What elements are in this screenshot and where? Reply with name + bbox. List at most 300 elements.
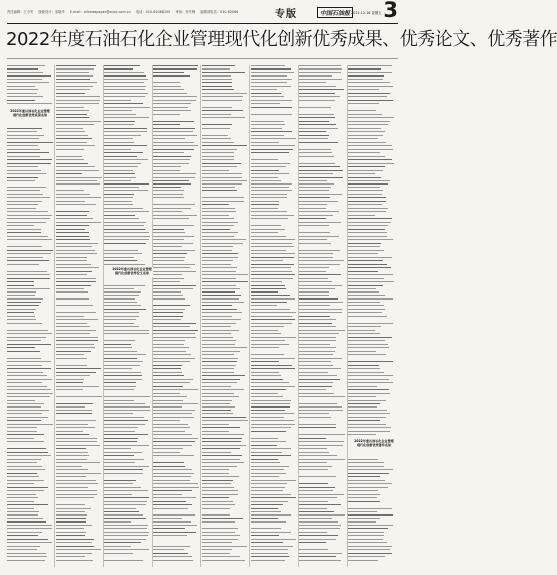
- text-line: [299, 267, 329, 268]
- text-line: [104, 323, 134, 324]
- text-line: [251, 305, 278, 306]
- text-line: [56, 365, 87, 366]
- text-line: [299, 483, 328, 484]
- text-line: [299, 326, 336, 327]
- text-line: [56, 295, 91, 296]
- text-line: [348, 504, 378, 505]
- text-line: [7, 128, 42, 129]
- text-line: [56, 211, 89, 212]
- text-line: [7, 546, 40, 547]
- text-line: [251, 542, 283, 543]
- text-line: [104, 333, 149, 334]
- text-line: [7, 82, 49, 83]
- text-line: [348, 156, 385, 157]
- text-line: [104, 316, 139, 317]
- text-line: [153, 208, 191, 209]
- text-line: [251, 312, 297, 313]
- text-line: [7, 271, 47, 272]
- text-line: [251, 229, 286, 230]
- text-line: [104, 480, 136, 481]
- text-line: [153, 260, 183, 261]
- text-line: [56, 403, 94, 404]
- text-line: [104, 295, 139, 296]
- text-line: [153, 330, 198, 331]
- text-line: [299, 382, 333, 383]
- text-line: [202, 121, 245, 122]
- text-line: [251, 159, 279, 160]
- text-line: [7, 504, 48, 505]
- text-line: [7, 194, 43, 195]
- text-line: [153, 525, 197, 526]
- text-line: [299, 351, 335, 352]
- text-line: [56, 183, 100, 184]
- text-line: [299, 406, 342, 407]
- text-line: [299, 211, 339, 212]
- text-line: [153, 229, 184, 230]
- text-line: [202, 521, 235, 522]
- text-line: [7, 511, 39, 512]
- text-line: [299, 128, 338, 129]
- text-line: [348, 246, 380, 247]
- text-line: [299, 438, 326, 439]
- issue-date: 2022.12.16 星期五: [351, 11, 382, 15]
- text-line: [299, 305, 330, 306]
- text-line: [348, 469, 393, 470]
- text-line: [153, 480, 190, 481]
- text-line: [348, 110, 376, 111]
- text-line: [202, 528, 238, 529]
- text-line: [348, 330, 375, 331]
- text-line: [348, 281, 394, 282]
- text-line: [104, 117, 148, 118]
- text-line: [202, 72, 246, 73]
- text-line: [153, 389, 198, 390]
- text-line: [348, 361, 393, 362]
- text-line: [202, 218, 235, 219]
- text-line: [202, 243, 243, 244]
- text-line: [56, 225, 89, 226]
- text-line: [153, 152, 184, 153]
- text-line: [251, 344, 290, 345]
- text-line: [251, 72, 294, 73]
- text-line: [251, 406, 290, 407]
- text-line: [251, 260, 283, 261]
- text-line: [153, 462, 184, 463]
- text-line: [7, 267, 37, 268]
- text-line: [299, 236, 339, 237]
- text-line: [104, 204, 133, 205]
- text-line: [299, 225, 328, 226]
- masthead: [7, 0, 398, 24]
- text-line: [251, 89, 278, 90]
- text-line: [56, 79, 90, 80]
- text-line: [104, 236, 149, 237]
- column-divider: [347, 65, 348, 567]
- subhead-papers: 2022年度石油石化企业管理现代化创新优秀论文名单: [112, 267, 152, 275]
- text-line: [104, 445, 148, 446]
- text-line: [104, 448, 131, 449]
- text-line: [299, 487, 335, 488]
- text-line: [251, 190, 292, 191]
- text-line: [153, 427, 190, 428]
- text-line: [56, 546, 94, 547]
- text-line: [56, 72, 89, 73]
- text-line: [56, 96, 101, 97]
- text-line: [56, 560, 93, 561]
- text-line: [56, 466, 83, 467]
- text-line: [7, 65, 45, 66]
- text-line: [251, 201, 279, 202]
- text-line: [251, 267, 292, 268]
- text-line: [299, 532, 327, 533]
- text-line: [7, 302, 41, 303]
- text-line: [153, 271, 196, 272]
- text-line: [348, 539, 383, 540]
- text-line: [348, 75, 384, 76]
- text-line: [202, 222, 238, 223]
- text-line: [104, 278, 150, 279]
- text-line: [153, 194, 183, 195]
- text-line: [348, 215, 376, 216]
- text-line: [348, 351, 376, 352]
- text-line: [299, 152, 332, 153]
- text-line: [56, 65, 96, 66]
- text-line: [104, 358, 137, 359]
- text-line: [153, 187, 181, 188]
- text-line: [202, 351, 240, 352]
- text-line: [104, 128, 147, 129]
- text-line: [153, 483, 198, 484]
- text-line: [7, 131, 37, 132]
- text-line: [104, 375, 141, 376]
- text-line: [348, 208, 388, 209]
- text-line: [251, 298, 296, 299]
- text-line: [202, 79, 232, 80]
- text-line: [56, 462, 101, 463]
- text-line: [348, 521, 376, 522]
- text-line: [348, 542, 387, 543]
- text-line: [7, 257, 43, 258]
- text-line: [7, 250, 53, 251]
- text-line: [56, 166, 96, 167]
- text-line: [251, 546, 293, 547]
- text-line: [104, 260, 136, 261]
- text-line: [202, 229, 230, 230]
- text-line: [56, 201, 85, 202]
- text-line: [348, 403, 380, 404]
- text-line: [56, 124, 95, 125]
- text-line: [251, 379, 283, 380]
- text-line: [7, 532, 42, 533]
- text-line: [348, 379, 389, 380]
- text-line: [251, 79, 292, 80]
- text-line: [251, 232, 278, 233]
- text-line: [104, 312, 138, 313]
- text-line: [251, 177, 278, 178]
- text-line: [7, 556, 47, 557]
- text-line: [104, 368, 132, 369]
- text-line: [251, 250, 286, 251]
- text-line: [104, 417, 144, 418]
- text-line: [348, 204, 382, 205]
- text-line: [202, 100, 242, 101]
- text-line: [104, 490, 148, 491]
- text-line: [104, 152, 143, 153]
- text-line: [348, 100, 393, 101]
- text-line: [153, 204, 195, 205]
- text-line: [7, 190, 40, 191]
- text-line: [7, 183, 42, 184]
- text-line: [251, 131, 293, 132]
- text-line: [7, 406, 41, 407]
- text-line: [251, 82, 288, 83]
- text-line: [251, 156, 288, 157]
- text-line: [153, 452, 180, 453]
- text-line: [348, 305, 384, 306]
- text-line: [299, 365, 333, 366]
- text-line: [348, 354, 386, 355]
- text-line: [348, 271, 378, 272]
- text-line: [299, 298, 338, 299]
- text-line: [251, 410, 286, 411]
- text-line: [348, 514, 393, 515]
- text-line: [202, 187, 235, 188]
- text-line: [202, 302, 244, 303]
- text-line: [348, 476, 380, 477]
- text-line: [7, 466, 42, 467]
- text-line: [251, 121, 284, 122]
- text-line: [299, 260, 343, 261]
- text-line: [153, 145, 198, 146]
- text-line: [56, 177, 102, 178]
- text-line: [299, 302, 343, 303]
- text-line: [348, 163, 394, 164]
- text-line: [299, 459, 345, 460]
- text-line: [104, 393, 135, 394]
- text-line: [299, 291, 329, 292]
- text-line: [348, 128, 381, 129]
- text-line: [104, 452, 141, 453]
- text-line: [202, 180, 247, 181]
- text-line: [7, 393, 53, 394]
- text-line: [104, 413, 133, 414]
- text-line: [7, 138, 39, 139]
- text-line: [348, 556, 385, 557]
- text-line: [153, 494, 182, 495]
- text-line: [348, 490, 378, 491]
- text-line: [251, 180, 282, 181]
- text-line: [299, 86, 336, 87]
- text-line: [348, 400, 386, 401]
- text-line: [104, 309, 146, 310]
- text-line: [202, 340, 236, 341]
- text-line: [348, 393, 390, 394]
- text-line: [7, 239, 52, 240]
- text-line: [153, 288, 193, 289]
- text-line: [7, 145, 38, 146]
- text-line: [348, 406, 377, 407]
- text-line: [7, 340, 41, 341]
- list-columns: [7, 58, 398, 567]
- text-line: [7, 480, 44, 481]
- text-line: [7, 180, 35, 181]
- text-line: [104, 229, 145, 230]
- text-line: [251, 194, 287, 195]
- text-line: [7, 149, 40, 150]
- text-line: [7, 459, 41, 460]
- text-line: [104, 466, 149, 467]
- text-line: [104, 291, 140, 292]
- text-line: [153, 173, 195, 174]
- text-line: [56, 528, 85, 529]
- text-line: [104, 75, 146, 76]
- text-line: [348, 180, 391, 181]
- text-line: [202, 96, 243, 97]
- text-line: [348, 295, 385, 296]
- text-line: [202, 556, 240, 557]
- text-line: [202, 497, 229, 498]
- text-line: [251, 163, 291, 164]
- text-line: [56, 473, 102, 474]
- text-line: [104, 361, 143, 362]
- text-line: [202, 89, 234, 90]
- text-line: [299, 170, 343, 171]
- text-line: [202, 250, 232, 251]
- text-line: [202, 508, 230, 509]
- text-line: [104, 518, 145, 519]
- text-line: [56, 190, 84, 191]
- text-line: [7, 396, 50, 397]
- text-line: [56, 257, 88, 258]
- text-line: [251, 452, 282, 453]
- text-line: [56, 389, 83, 390]
- text-line: [251, 539, 296, 540]
- text-line: [348, 316, 387, 317]
- text-line: [104, 497, 148, 498]
- text-line: [153, 222, 196, 223]
- text-line: [153, 521, 191, 522]
- text-line: [348, 194, 382, 195]
- text-line: [56, 170, 100, 171]
- text-line: [202, 431, 229, 432]
- text-line: [7, 431, 37, 432]
- text-line: [202, 504, 235, 505]
- text-line: [251, 288, 286, 289]
- text-line: [251, 427, 291, 428]
- text-line: [299, 166, 340, 167]
- text-line: [299, 107, 331, 108]
- text-line: [251, 556, 289, 557]
- text-line: [104, 396, 149, 397]
- text-line: [56, 427, 96, 428]
- text-line: [56, 274, 87, 275]
- text-line: [251, 487, 286, 488]
- text-line: [202, 170, 229, 171]
- text-line: [202, 462, 244, 463]
- column-divider: [103, 65, 104, 567]
- text-line: [104, 403, 145, 404]
- text-line: [104, 177, 136, 178]
- text-line: [251, 375, 281, 376]
- text-line: [7, 163, 51, 164]
- text-line: [104, 131, 146, 132]
- text-line: [153, 413, 192, 414]
- text-line: [251, 197, 287, 198]
- text-line: [202, 239, 246, 240]
- text-line: [104, 330, 149, 331]
- text-line: [202, 75, 232, 76]
- text-line: [251, 535, 280, 536]
- text-line: [153, 445, 192, 446]
- text-line: [348, 121, 390, 122]
- text-line: [7, 389, 51, 390]
- text-line: [7, 413, 42, 414]
- text-line: [56, 291, 88, 292]
- text-line: [251, 211, 288, 212]
- text-line: [299, 368, 341, 369]
- page-headline: 2022年度石油石化企业管理现代化创新优秀成果、优秀论文、优秀著作: [6, 29, 557, 50]
- text-line: [299, 511, 334, 512]
- text-line: [348, 274, 393, 275]
- text-line: [104, 528, 147, 529]
- text-line: [348, 410, 387, 411]
- text-line: [104, 180, 131, 181]
- text-line: [56, 549, 101, 550]
- text-line: [202, 413, 233, 414]
- text-line: [7, 107, 53, 108]
- text-line: [202, 389, 244, 390]
- text-line: [348, 152, 380, 153]
- text-line: [299, 494, 344, 495]
- text-line: [202, 305, 232, 306]
- text-line: [251, 466, 290, 467]
- text-line: [299, 72, 341, 73]
- text-line: [153, 65, 198, 66]
- text-line: [251, 441, 287, 442]
- text-line: [251, 560, 285, 561]
- text-line: [153, 379, 192, 380]
- text-line: [104, 347, 131, 348]
- text-line: [348, 131, 385, 132]
- text-line: [251, 257, 294, 258]
- text-line: [7, 549, 37, 550]
- text-line: [251, 114, 293, 115]
- text-line: [202, 124, 232, 125]
- text-line: [153, 243, 192, 244]
- text-line: [104, 410, 150, 411]
- text-line: [251, 549, 289, 550]
- text-line: [104, 354, 145, 355]
- text-line: [56, 372, 97, 373]
- text-line: [7, 382, 42, 383]
- text-line: [153, 281, 180, 282]
- text-line: [153, 183, 191, 184]
- text-line: [104, 400, 134, 401]
- text-line: [153, 225, 194, 226]
- text-line: [348, 319, 377, 320]
- text-line: [56, 149, 84, 150]
- text-line: [299, 323, 331, 324]
- text-line: [348, 344, 388, 345]
- text-line: [153, 156, 191, 157]
- text-line: [153, 358, 194, 359]
- text-line: [202, 368, 234, 369]
- text-line: [202, 295, 242, 296]
- text-line: [202, 271, 236, 272]
- text-line: [104, 194, 133, 195]
- text-line: [153, 211, 182, 212]
- text-line: [251, 504, 284, 505]
